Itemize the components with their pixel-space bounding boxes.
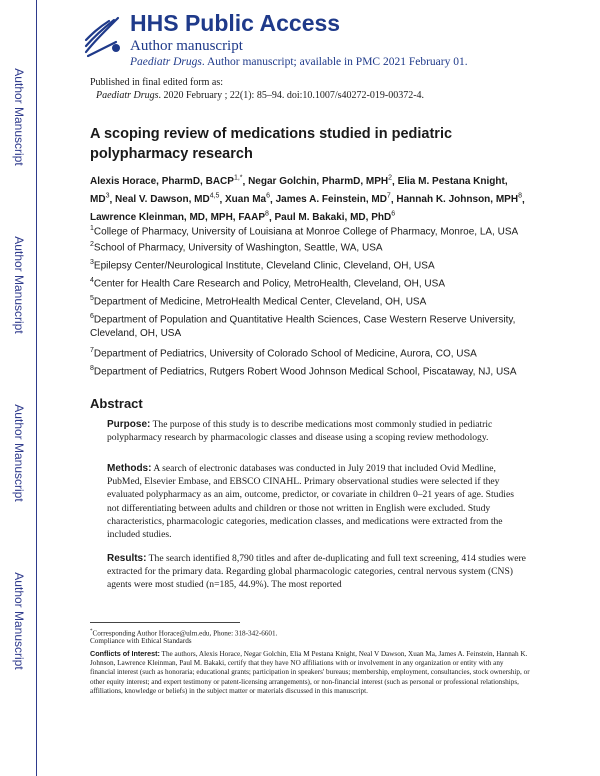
sidebar-label: Author Manuscript	[12, 572, 26, 670]
author-name: Alexis Horace, PharmD, $BACP^{1,*}$	[90, 175, 243, 188]
author-name: Xuan Ma$^6$	[225, 192, 271, 206]
author-list: Alexis Horace, PharmD, $BACP^{1,*}$, Negar Golchin, PharmD, MPH$^2$, Elia M. Pestana Knight, $MD^3$, Neal V. Dawson, MD$^{4,5}$, Xuan Ma$^6$, James A. Feinstein, $MD^7$, Hannah K. Johnson, MPH$^8$, Lawrence Kleinman, MD, MPH, FAAP$^8$, Paul M. Bakaki, MD, PhD$^6$	[90, 175, 525, 223]
affiliation-item: $^4$Center for Health Care Research and Policy, MetroHealth, Cleveland, OH, USA	[90, 277, 445, 290]
affiliation-item: $^3$Epilepsy Center/Neurological Institute, Cleveland Clinic, Cleveland, OH, USA	[90, 259, 435, 272]
availability-line: Paediatr Drugs. Author manuscript; available in PMC 2021 February 01.	[130, 56, 468, 68]
abstract-heading: Abstract	[90, 396, 143, 411]
hhs-eagle-logo-icon	[78, 12, 124, 60]
author-name: James A. Feinstein, $MD^7$	[275, 192, 391, 206]
affiliation-item: $^5$Department of Medicine, MetroHealth Medical Center, Cleveland, OH, USA	[90, 295, 427, 308]
affiliation-item: $^7$Department of Pediatrics, University of Colorado School of Medicine, Aurora, CO, USA	[90, 347, 477, 360]
footnote-corresponding: *Corresponding Author Horace@ulm.edu, Phone: 318-342-6601.	[90, 629, 278, 638]
hhs-title: HHS Public Access	[130, 10, 341, 36]
sidebar-label: Author Manuscript	[12, 404, 26, 502]
footnote-conflicts: Conflicts of Interest: The authors, Alexis Horace, Negar Golchin, Elia M Pestana Knight, Neal V Dawson, Xuan Ma, James A. Feinstein, Hannah K. Johnson, Lawrence Kleinman, Paul M. Bakaki, certify that they have NO affiliations with or involvement in any organization or entity with any financial interest (such as honoraria; educational grants; participation in speakers' bureaus; membership, employment, consultancies, stock ownership, or other equity interest; and expert testimony or patent-licensing arrangements), or non-financial interest (such as personal or professional relationships, affiliations, knowledge or beliefs) in the subject matter or materials discussed in this manuscript.	[90, 649, 530, 695]
affiliation-item: $^1$College of Pharmacy, University of Louisiana at Monroe College of Pharmacy, Monroe, LA, USA	[90, 225, 519, 238]
publication-info: Published in final edited form as: Paediatr Drugs. 2020 February ; 22(1): 85–94. doi:10.1007/s40272-019-00372-4.	[90, 77, 425, 101]
author-name: Lawrence Kleinman, MD, MPH, FAAP$^8$	[90, 210, 269, 223]
author-name: Hannah K. Johnson, MPH$^8$	[396, 192, 522, 206]
sidebar-label: Author Manuscript	[12, 236, 26, 334]
affiliation-item: $^8$Department of Pediatrics, Rutgers Robert Wood Johnson Medical School, Piscataway, NJ, USA	[90, 365, 517, 378]
hhs-subtitle: Author manuscript	[130, 38, 243, 54]
sidebar-rule	[36, 0, 37, 776]
abstract-purpose: Purpose: The purpose of this study is to describe medications most commonly studied in pediatric polypharmacy research by pharmacologic classes and disease using a scoping review methodology.	[107, 419, 493, 444]
affiliation-item: $^6$Department of Population and Quantitative Health Sciences, Case Western Reserve University, Cleveland, OH, USA	[90, 313, 516, 340]
author-name: Neal V. Dawson, MD$^{4,5}$	[115, 192, 220, 206]
abstract-results: Results: The search identified 8,790 titles and after de-duplicating and full text screening, 414 studies were extracted for the primary data. Regarding global pharmacologic categories, central nervous system (CNS) agents were most studied (n=185, 44.9%). The most reported	[107, 553, 526, 591]
article-title: A scoping review of medications studied in pediatric polypharmacy research	[90, 126, 453, 162]
affiliation-item: $^2$School of Pharmacy, University of Washington, Seattle, WA, USA	[90, 241, 383, 254]
author-name: Elia M. Pestana Knight, $MD^3$	[90, 176, 508, 206]
author-name: Paul M. Bakaki, MD, PhD$^6$	[274, 210, 396, 223]
author-name: Negar Golchin, PharmD, MPH$^2$	[248, 175, 393, 188]
footnote-rule	[90, 622, 240, 623]
sidebar-label: Author Manuscript	[12, 68, 26, 166]
footnote-compliance: Compliance with Ethical Standards	[90, 637, 192, 645]
abstract-methods: Methods: A search of electronic databases was conducted in July 2019 that included Ovid Medline, PubMed, Elsevier Embase, and EBSCO CINAHL. Primary observational studies were selected if they evaluated polypharmacy as an aim, outcome, predictor, or covariate in children 0–21 years of age. Studies not differentiating between adults and children or those not written in English were excluded. Study characteristics, pharmacologic categories, medication classes, and medications were extracted from the included studies.	[107, 463, 514, 541]
